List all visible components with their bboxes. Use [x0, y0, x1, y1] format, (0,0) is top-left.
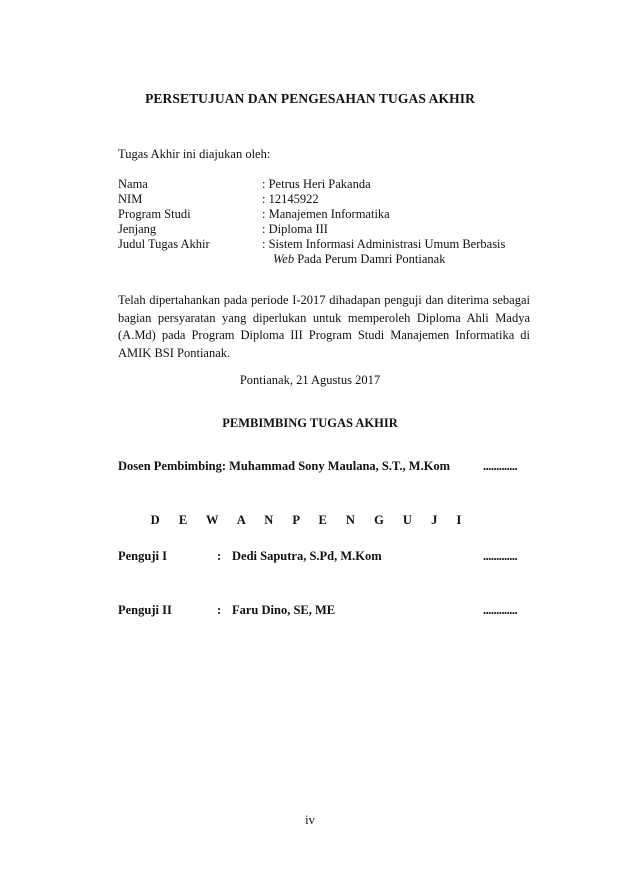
field-label-judul: Judul Tugas Akhir — [118, 237, 210, 251]
field-value-nim: : 12145922 — [262, 192, 319, 206]
field-label-jenjang: Jenjang — [118, 222, 157, 236]
field-label-nim: NIM — [118, 192, 143, 206]
field-value-nama: : Petrus Heri Pakanda — [262, 177, 371, 191]
judul-rest: Pada Perum Damri Pontianak — [294, 252, 446, 266]
field-value-program-studi: : Manajemen Informatika — [262, 207, 390, 221]
dewan-penguji-heading: D E W A N P E N G U J I — [150, 513, 470, 527]
penguji-2-signature-line: ............. — [483, 603, 518, 617]
field-value-jenjang: : Diploma III — [262, 222, 328, 236]
penguji-2-name: Faru Dino, SE, ME — [232, 603, 336, 617]
dosen-signature-line: ............. — [483, 459, 518, 473]
penguji-1-signature-line: ............. — [483, 549, 518, 563]
dosen-pembimbing-line: Dosen Pembimbing: Muhammad Sony Maulana, S.T., M.Kom — [118, 459, 451, 473]
page-title: PERSETUJUAN DAN PENGESAHAN TUGAS AKHIR — [145, 91, 475, 106]
italic-web: Web — [273, 252, 295, 266]
penguji-2-label: Penguji II — [118, 603, 172, 617]
approval-paragraph: Telah dipertahankan pada periode I-2017 dihadapan penguji dan diterima sebagai bagian persyaratan yang diperlukan untuk memperoleh Diploma Ahli Madya (A.Md) pada Program Diploma III Program Studi Manajemen Informatika di AMIK BSI Pontianak. — [118, 293, 530, 360]
page-number: iv — [305, 813, 315, 827]
penguji-2-colon: : — [217, 603, 222, 617]
penguji-1-name: Dedi Saputra, S.Pd, M.Kom — [232, 549, 382, 563]
intro-text: Tugas Akhir ini diajukan oleh: — [118, 147, 271, 161]
penguji-1-colon: : — [217, 549, 222, 563]
field-label-nama: Nama — [118, 177, 148, 191]
field-label-program-studi: Program Studi — [118, 207, 191, 221]
place-date: Pontianak, 21 Agustus 2017 — [239, 373, 381, 387]
field-value-judul: : Sistem Informasi Administrasi Umum Berbasis — [262, 237, 506, 251]
penguji-1-label: Penguji I — [118, 549, 167, 563]
field-value-judul-continuation — [273, 252, 445, 267]
pembimbing-heading: PEMBIMBING TUGAS AKHIR — [222, 416, 398, 430]
